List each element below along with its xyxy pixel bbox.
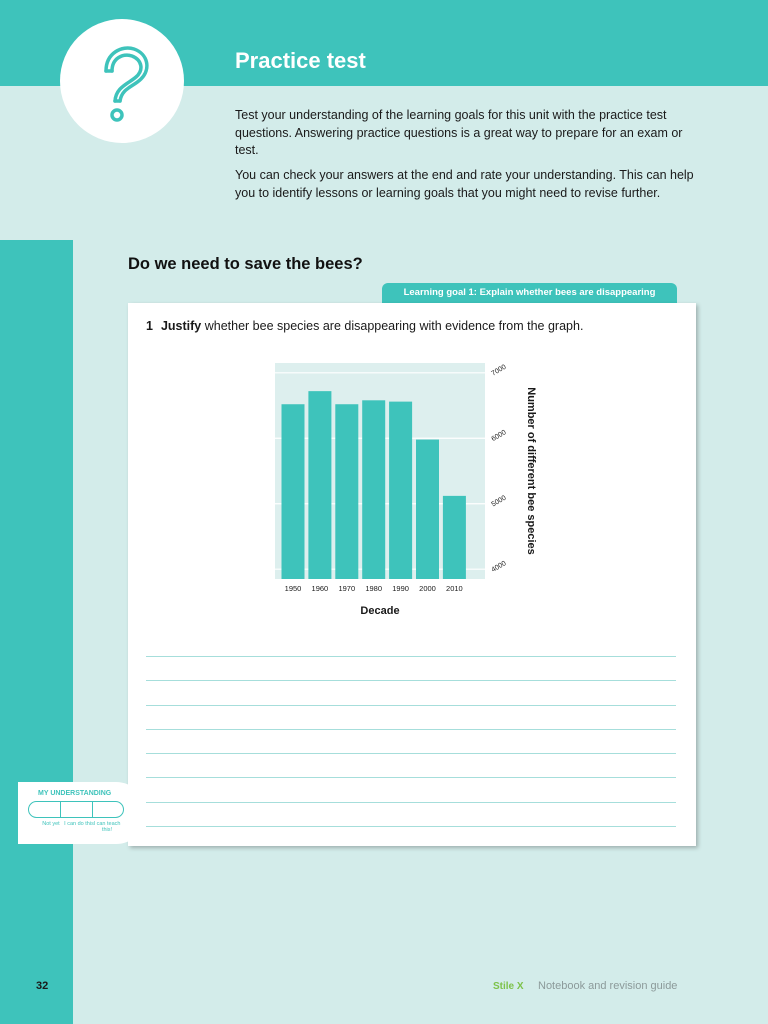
intro-paragraph-2: You can check your answers at the end and rate your understanding. This can help you to identify lessons or learning goals that you might need to revise further. — [235, 168, 694, 200]
x-tick-label: 1950 — [284, 584, 302, 593]
answer-line[interactable] — [146, 680, 676, 681]
level-i-can-teach-this[interactable]: I can teach this! — [93, 821, 121, 833]
x-axis-label: Decade — [360, 605, 400, 617]
x-tick-label: 2000 — [419, 584, 436, 593]
page-title: Practice test — [235, 48, 366, 73]
question-number: 1 — [146, 319, 153, 333]
bar-2010 — [443, 496, 466, 579]
answer-line[interactable] — [146, 802, 676, 803]
x-tick-label: 1970 — [338, 584, 356, 593]
bar-1960 — [308, 391, 331, 579]
x-tick-label: 2010 — [446, 584, 463, 593]
understanding-scale[interactable] — [28, 801, 124, 818]
answer-line[interactable] — [146, 705, 676, 706]
section-title: Do we need to save the bees? — [128, 255, 363, 273]
y-tick-label: 6000 — [490, 429, 508, 444]
scale-divider — [60, 802, 61, 817]
x-tick-label: 1980 — [365, 584, 383, 593]
question-mark-icon — [60, 19, 184, 143]
question-1 — [146, 319, 583, 333]
y-tick-label: 5000 — [490, 494, 508, 509]
question-card — [128, 303, 696, 846]
level-i-can-do-this[interactable]: I can do this — [64, 821, 94, 827]
answer-line[interactable] — [146, 826, 676, 827]
learning-goal-tab: Learning goal 1: Explain whether bees are disappearing — [382, 283, 677, 303]
my-understanding-title: MY UNDERSTANDING — [38, 790, 112, 797]
bee-species-bar-chart — [268, 358, 548, 628]
my-understanding-rating — [18, 782, 146, 844]
answer-line[interactable] — [146, 656, 676, 657]
y-tick-labels — [491, 364, 508, 574]
intro-paragraph-1: Test your understanding of the learning goals for this unit with the practice test questions. Answering practice questions is a great way to prepare for an exam or test. — [235, 108, 683, 157]
left-margin-strip — [0, 240, 73, 1024]
y-tick-label: 4000 — [490, 560, 508, 574]
footer-text: Notebook and revision guide — [538, 980, 678, 992]
page-number: 32 — [36, 980, 49, 992]
question-command-verb: Justify — [160, 319, 202, 333]
answer-line[interactable] — [146, 753, 676, 754]
scale-divider — [92, 802, 93, 817]
x-tick-labels — [285, 584, 463, 593]
y-tick-label: 7000 — [490, 363, 508, 378]
level-not-yet[interactable]: Not yet — [42, 821, 60, 827]
bar-2000 — [416, 440, 439, 579]
question-text: whether bee species are disappearing with evidence from the graph. — [201, 319, 584, 333]
bar-1990 — [389, 402, 412, 579]
footer-brand: Stile X — [493, 981, 524, 992]
y-axis-label: Number of different bee species — [525, 387, 537, 555]
bar-1980 — [362, 400, 385, 579]
bar-1950 — [282, 404, 305, 579]
bar-1970 — [335, 404, 358, 579]
x-tick-label: 1960 — [311, 584, 329, 593]
x-tick-label: 1990 — [392, 584, 409, 593]
answer-line[interactable] — [146, 777, 676, 778]
answer-line[interactable] — [146, 729, 676, 730]
